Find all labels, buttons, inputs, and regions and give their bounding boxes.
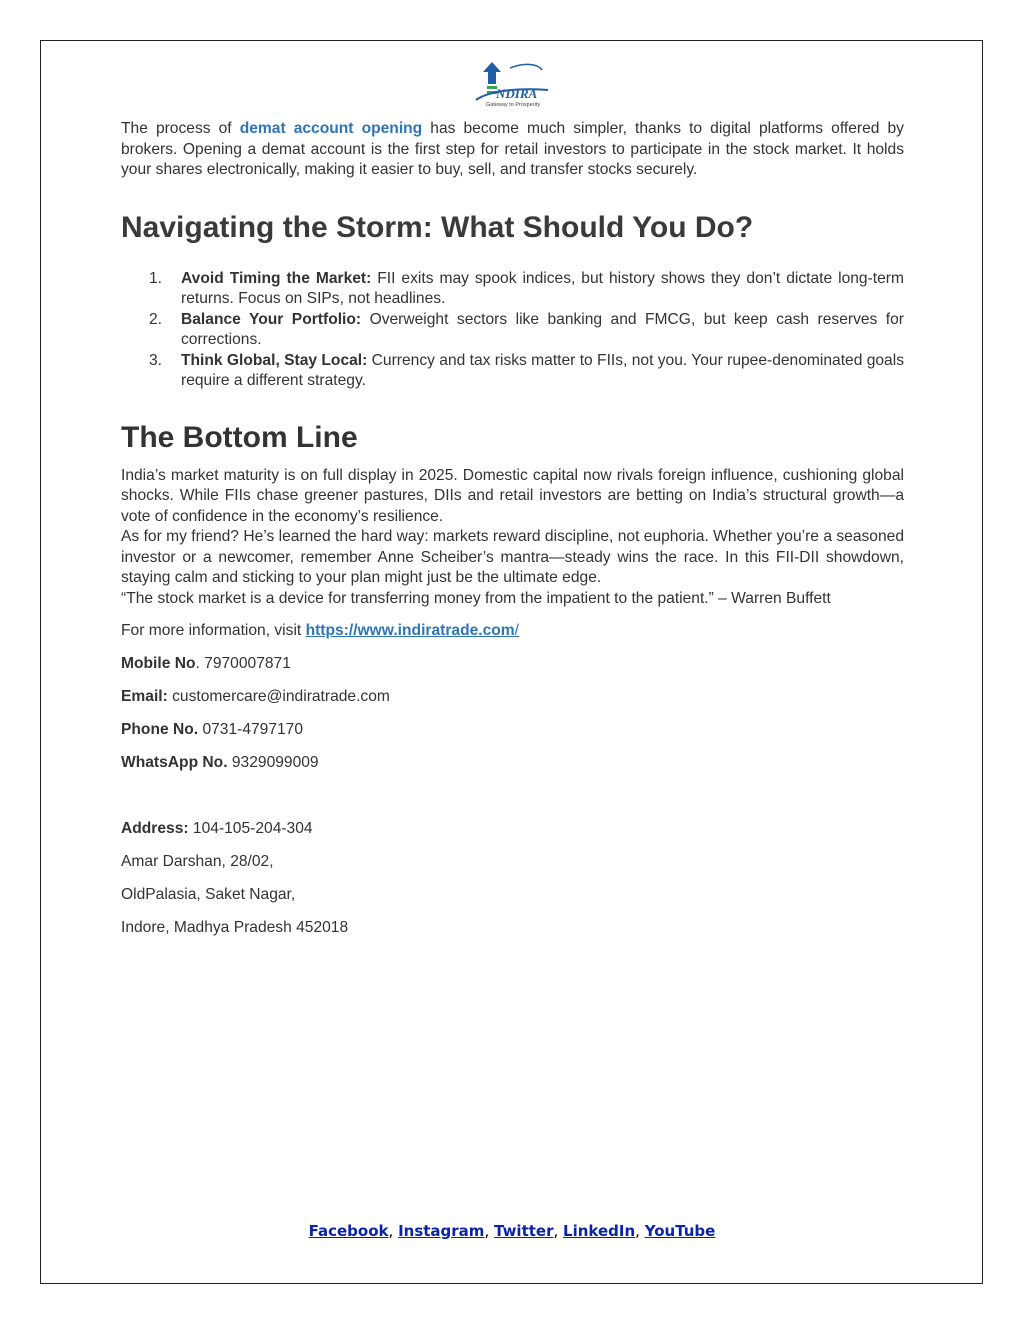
list-item-number: 1. xyxy=(149,269,163,287)
social-separator: , xyxy=(388,1222,399,1240)
facebook-link[interactable]: Facebook xyxy=(308,1222,389,1240)
visit-line xyxy=(121,621,904,642)
list-item-text: Overweight sectors like banking and FMCG, but keep cash reserves for corrections. xyxy=(181,310,904,348)
twitter-link[interactable]: Twitter xyxy=(493,1222,554,1240)
tips-list xyxy=(121,269,904,392)
phone-value: 0731-4797170 xyxy=(198,721,304,738)
instagram-link[interactable]: Instagram xyxy=(398,1222,485,1240)
list-item-number: 2. xyxy=(149,310,163,328)
mobile-label: Mobile No xyxy=(121,655,196,672)
intro-after-text: has become much simpler, thanks to digital platforms offered by brokers. Opening a demat account is the first step for retail investors to participate in the stock market. It holds your shares electronically, making it easier to buy, sell, and transfer stocks securely. xyxy=(121,120,904,178)
list-item xyxy=(121,310,904,351)
whatsapp-label: WhatsApp No. xyxy=(121,754,228,771)
email-label: Email: xyxy=(121,688,168,705)
list-item-title: Balance Your Portfolio: xyxy=(181,310,362,328)
intro-before-text: The process of xyxy=(121,120,240,137)
mobile-value: . 7970007871 xyxy=(195,655,291,672)
address-line-3: OldPalasia, Saket Nagar, xyxy=(121,885,296,903)
list-item xyxy=(121,351,904,392)
article-body xyxy=(121,119,904,938)
whatsapp-line xyxy=(121,753,904,774)
whatsapp-value: 9329099009 xyxy=(227,754,319,771)
buffett-quote: “The stock market is a device for transferring money from the impatient to the patient.” – Warren Buffett xyxy=(121,589,831,607)
linkedin-link[interactable]: LinkedIn xyxy=(563,1222,636,1240)
address-value: 104-105-204-304 xyxy=(188,819,313,837)
address-line-1 xyxy=(121,819,904,840)
list-item-text: FII exits may spook indices, but history shows they don’t dictate long-term returns. Focus on SIPs, not headlines. xyxy=(181,269,904,307)
visit-prefix-text: For more information, visit xyxy=(121,622,306,639)
logo-tagline-text: Gateway to Prosperity xyxy=(486,102,541,108)
logo-mark-icon xyxy=(470,60,560,110)
demat-account-opening-link[interactable]: demat account opening xyxy=(239,120,423,137)
address-line-4: Indore, Madhya Pradesh 452018 xyxy=(121,918,349,936)
address-label: Address: xyxy=(121,819,189,837)
intro-paragraph xyxy=(121,119,904,181)
logo-brand-text: NDIRA xyxy=(496,86,538,101)
list-item-title: Think Global, Stay Local: xyxy=(181,351,368,369)
bottom-line-paragraph-2: As for my friend? He’s learned the hard way: markets reward discipline, not euphoria. Whether you’re a seasoned investor or a newcomer, remember Anne Scheiber’s mantra—steady wins the race. In this FII-DII showdown, staying calm and sticking to your plan might just be the ultimate edge. xyxy=(121,528,904,586)
bottom-line-heading: The Bottom Line xyxy=(121,420,358,454)
youtube-link[interactable]: YouTube xyxy=(644,1222,716,1240)
storm-heading: Navigating the Storm: What Should You Do? xyxy=(121,210,754,244)
bottom-line-paragraph-1: India’s market maturity is on full display in 2025. Domestic capital now rivals foreign influence, cushioning global shocks. While FIIs chase greener pastures, DIIs and retail investors are betting on India’s structural growth—a vote of confidence in the economy’s resilience. xyxy=(121,466,904,525)
mobile-line xyxy=(121,654,904,675)
email-line xyxy=(121,687,904,708)
social-separator: , xyxy=(635,1222,645,1240)
indira-logo xyxy=(470,60,560,110)
phone-label: Phone No. xyxy=(121,721,199,738)
list-item xyxy=(121,269,904,310)
social-links xyxy=(0,1222,1024,1240)
list-item-title: Avoid Timing the Market: xyxy=(181,269,372,287)
social-separator: , xyxy=(484,1222,494,1240)
social-separator: , xyxy=(553,1222,564,1240)
email-value: customercare@indiratrade.com xyxy=(167,688,390,705)
website-link[interactable]: https://www.indiratrade.com xyxy=(305,622,515,639)
address-line-2: Amar Darshan, 28/02, xyxy=(121,852,274,870)
list-item-text: Currency and tax risks matter to FIIs, not you. Your rupee-denominated goals require a different strategy. xyxy=(181,351,904,389)
phone-line xyxy=(121,720,904,741)
list-item-number: 3. xyxy=(149,351,163,369)
website-link-slash[interactable]: / xyxy=(514,622,520,639)
